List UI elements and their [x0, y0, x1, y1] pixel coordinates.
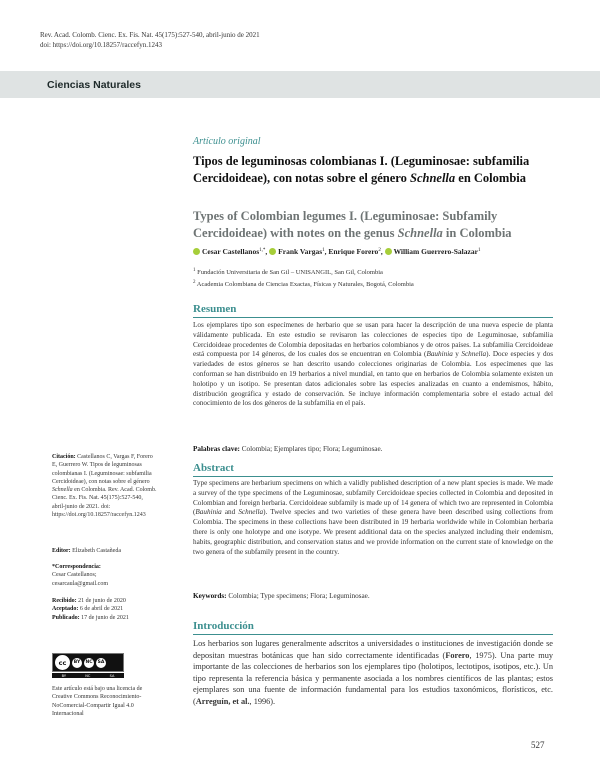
genus-name: Bauhinia: [195, 508, 222, 517]
journal-header: [40, 31, 260, 50]
creative-commons-badge[interactable]: [52, 653, 124, 672]
abstract-text: Type specimens are herbarium specimens on which a validly published description of a new plant species is made. We made a survey of the type specimens of the Leguminosae, subfamily Cercidoideae species collected in Colombia and deposited in Colombian and foreign herbaria. Cercidoideae subfamily is made up of 14 genera of which two are represented in Colombia (: [193, 479, 553, 517]
cc-icon: cc: [55, 655, 70, 670]
title-en-genus: Schnella: [397, 226, 443, 240]
citation-ref[interactable]: Forero: [445, 650, 470, 660]
cc-label: BY: [61, 673, 66, 678]
journal-citation-line: Rev. Acad. Colomb. Cienc. Ex. Fis. Nat. 45(175):527-540, abril-junio de 2021: [40, 31, 260, 39]
genus-name: Bauhinia: [426, 350, 453, 359]
author-sup: 2: [378, 248, 381, 253]
abstract-body: [193, 479, 553, 557]
received-label: Recibido:: [52, 598, 77, 604]
abstract-keywords: [193, 592, 553, 602]
orcid-icon[interactable]: [193, 248, 200, 255]
article-type: Artículo original: [193, 136, 261, 147]
received-date: 21 de junio de 2020: [76, 598, 126, 604]
affiliation-2: [193, 278, 553, 290]
nc-icon: NC: [84, 658, 94, 668]
published-date: 17 de junio de 2021: [79, 614, 129, 621]
affiliation-text: Academia Colombiana de Ciencias Exactas, Físicas y Naturales, Bogotá, Colombia: [196, 281, 414, 288]
affiliation-sup: 2: [193, 280, 196, 285]
genus-name: Schnella: [238, 508, 264, 517]
title-en-text: Types of Colombian legumes I. (Leguminosae: Subfamily Cercidoideae) with notes on the genus: [193, 209, 498, 240]
citation-ref[interactable]: Arreguín, et al.: [195, 696, 250, 706]
accepted-date: 6 de abril de 2021: [78, 606, 124, 613]
page-number: 527: [531, 740, 545, 750]
accepted-label: Aceptado:: [52, 606, 79, 613]
cc-label: SA: [109, 673, 115, 678]
correspondence-label: *Correspondencia:: [52, 564, 101, 570]
keywords-label: Keywords:: [193, 592, 227, 600]
affiliation-text: Fundación Universitaria de San Gil – UNISANGIL, San Gil, Colombia: [197, 269, 383, 276]
intro-body: [193, 638, 553, 707]
resumen-heading: Resumen: [193, 303, 237, 315]
license-text: Este artículo está bajo una licencia de Creative Commons Reconocimiento-NoComercial-Compartir Igual 4.0 Internacional: [52, 686, 143, 717]
correspondence-block: [52, 563, 157, 588]
abstract-text: ). Twelve species and two varieties of these genera have been described using collections from Colombia. The specimens in these collections have been distributed in 19 herbaria worldwide while in Colombian herbaria there is only one holotype and one isotype. We present additional data on the species analyzed including their endemism, habits, geographic distribution, and conservation status and we provide information on the current state of knowledge on the two genera of the subfamily present in the country.: [193, 508, 553, 556]
resumen-keywords: [193, 445, 553, 455]
orcid-icon[interactable]: [385, 248, 392, 255]
title-es-genus: Schnella: [410, 171, 456, 185]
abstract-heading: Abstract: [193, 462, 234, 474]
title-english: [193, 208, 553, 242]
by-icon: BY: [72, 658, 82, 668]
author-name: Enrique Forero: [328, 247, 379, 256]
citation-block: [52, 453, 157, 519]
dates-block: [52, 597, 157, 622]
published-label: Publicado:: [52, 614, 80, 621]
resumen-rule: [193, 317, 553, 318]
author-name: Frank Vargas: [278, 247, 323, 256]
keywords-text: Colombia; Type specimens; Flora; Leguminosae.: [226, 592, 370, 600]
editor-label: Editor:: [52, 548, 71, 554]
author-list: Cesar Castellanos$^{1,*}$, Frank Vargas$^1$, Enrique Forero$^2$, William Guerrero-Salazar$^1$: [193, 247, 553, 256]
citation-text: en Colombia. Rev. Acad. Colomb. Cienc. Ex. Fis. Nat. 45(175):527-540, abril-junio de 2021. doi: https://doi.org/10.18257/raccefyn.1243: [52, 487, 157, 519]
cc-label: NC: [85, 673, 91, 678]
doi-line: doi: https://doi.org/10.18257/raccefyn.1243: [40, 40, 162, 49]
keywords-text: Colombia; Ejemplares tipo; Flora; Leguminosae.: [239, 445, 383, 453]
intro-text: , 1996).: [249, 696, 276, 706]
cc-labels: [52, 673, 124, 678]
citation-label: Citación:: [52, 454, 76, 460]
title-es-suffix: en Colombia: [455, 171, 526, 185]
citation-text: Castellanos C, Vargas F, Forero E, Guerrero W. Tipos de leguminosas colombianas I. (Leguminosae: subfamilia Cercidoideae), con notas sobre el género: [52, 454, 153, 485]
title-spanish: [193, 153, 553, 187]
intro-text: Los herbarios son lugares generalmente adscritos a universidades o instituciones de investigación donde se depositan muestras botánicas que han sido correctamente identificadas (: [193, 639, 553, 660]
author-sup: 1: [477, 248, 481, 253]
resumen-body: [193, 321, 553, 409]
author-name: Cesar Castellanos: [202, 247, 260, 256]
genus-name: Schnella: [52, 487, 73, 494]
genus-name: Schnella: [461, 350, 487, 359]
title-es-text: Tipos de leguminosas colombianas I. (Leguminosae: subfamilia Cercidoideae), con notas sobre el género: [193, 154, 530, 185]
resumen-text: Los ejemplares tipo son especímenes de herbario que se usan para hacer la descripción de una nueva especie de planta válidamente publicada. En este estudio se revisaron las colecciones de especies tipo de Leguminosae, subfamilia Cercidoideae procedentes de Colombia depositadas en herbarios colombianos y de otros países. La subfamilia Cercidoideae está compuesta por 14 géneros, de los cuales dos se encuentran en Colombia (: [193, 321, 553, 359]
editor-block: [52, 547, 157, 555]
abstract-text: and: [221, 508, 239, 517]
keywords-label: Palabras clave:: [193, 445, 240, 453]
affiliation-sup: 1: [193, 268, 196, 273]
correspondence-name: Cesar Castellanos;: [52, 572, 97, 579]
author-sup: 1,*: [259, 248, 266, 253]
section-name: Ciencias Naturales: [47, 79, 141, 91]
intro-heading: Introducción: [193, 620, 254, 632]
resumen-text: y: [452, 350, 462, 359]
title-en-suffix: in Colombia: [442, 226, 512, 240]
intro-text: , 1975). Una parte muy importante de las colecciones de herbarios son los ejemplares tipo (holotipos, lectotipos, isotipos, etc.). Un tipo representa la referencia básica y permanente asociada a los nombres científicos de las plantas; estos ejemplares son una fuente de información fundamental para los estudios taxonómicos, florísticos, etc. (: [193, 650, 553, 706]
section-bar: [0, 71, 600, 98]
orcid-icon[interactable]: [269, 248, 276, 255]
intro-rule: [193, 634, 553, 635]
affiliations: [193, 266, 553, 290]
author-sup: 1: [322, 248, 325, 253]
author-name: William Guerrero-Salazar: [393, 247, 478, 256]
editor-name: Elizabeth Castañeda: [70, 548, 121, 554]
abstract-rule: [193, 476, 553, 477]
resumen-text: ). Doce especies y dos variedades de estos géneros se han descrito usando colecciones originarias de Colombia. Los especímenes que las conforman se han distribuido en 19 herbarios a nivel mundial, en tanto que en herbarios de Colombia solamente existen un holotipo y un isotipo. Se presentan datos adicionales sobre las especies analizadas en cuanto a endemismos, hábito, distribución geográfica y estado de conservación. Se incluye información complementaria sobre el estado actual del conocimiento de los dos géneros de la subfamilia en el país.: [193, 350, 554, 408]
sa-icon: SA: [96, 658, 106, 668]
affiliation-1: [193, 266, 553, 278]
correspondence-email[interactable]: cesarcaula@gmail.com: [52, 580, 108, 587]
